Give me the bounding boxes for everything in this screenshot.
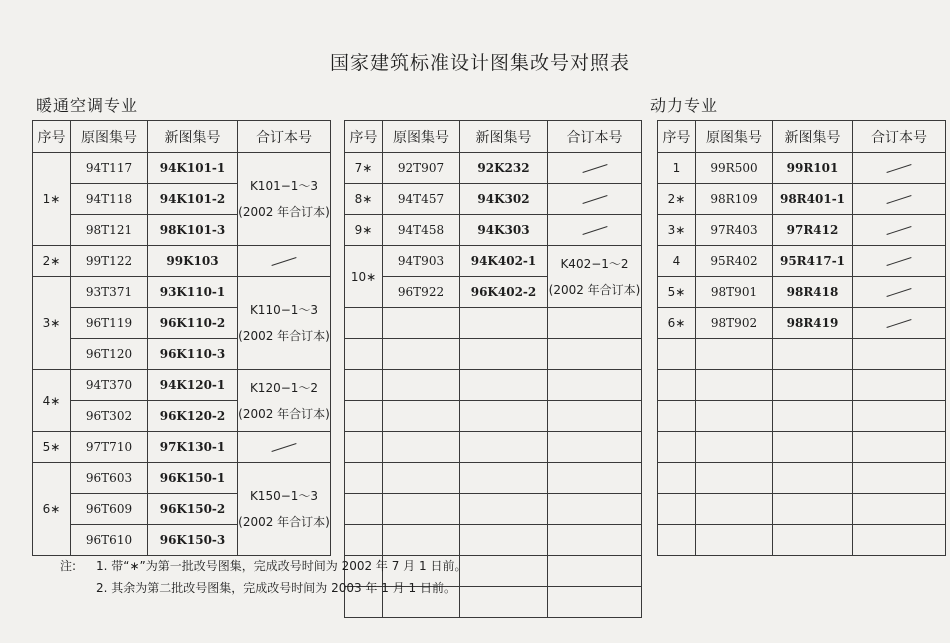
table-header-row [33, 121, 331, 153]
old-code-cell: 96T120 [71, 339, 148, 370]
volume-cell-empty [238, 432, 331, 463]
volume-cell-empty [238, 246, 331, 277]
seq-cell: 8∗ [345, 184, 383, 215]
seq-cell: 4∗ [33, 370, 71, 432]
seq-cell: 2∗ [658, 184, 696, 215]
volume-code: K110−1～3 [249, 303, 319, 317]
empty-cell [853, 370, 946, 401]
table-row-empty [345, 401, 642, 432]
header-new-code: 新图集号 [460, 121, 548, 153]
new-code-cell: 96K110-2 [148, 308, 238, 339]
footnote-row [60, 555, 466, 577]
table-row [33, 370, 331, 401]
old-code-cell: 96T119 [71, 308, 148, 339]
seq-cell: 7∗ [345, 153, 383, 184]
footnote-label-spacer [60, 577, 96, 599]
volume-cell-empty [853, 215, 946, 246]
new-code-cell: 96K120-2 [148, 401, 238, 432]
slash-mark [271, 257, 296, 266]
empty-cell [345, 370, 383, 401]
volume-cell [238, 277, 331, 370]
empty-cell [658, 401, 696, 432]
table-row-empty [658, 525, 946, 556]
seq-cell: 6∗ [33, 463, 71, 556]
empty-cell [696, 339, 773, 370]
new-code-cell: 92K232 [460, 153, 548, 184]
section-label-power: 动力专业 [650, 96, 719, 115]
empty-cell [345, 463, 383, 494]
volume-note: (2002 年合订本) [238, 329, 330, 343]
empty-cell [548, 401, 642, 432]
header-volume: 合订本号 [238, 121, 331, 153]
new-code-cell: 97R412 [773, 215, 853, 246]
empty-cell [773, 525, 853, 556]
volume-code: K120−1～2 [249, 380, 319, 395]
slash-mark [886, 195, 911, 204]
volume-note: (2002 年合订本) [238, 515, 330, 529]
new-code-cell: 94K120-1 [148, 370, 238, 401]
empty-cell [853, 432, 946, 463]
volume-code: K101−1～3 [249, 179, 319, 193]
new-code-cell: 95R417-1 [773, 246, 853, 277]
empty-cell [696, 432, 773, 463]
table-row [33, 246, 331, 277]
new-code-cell: 94K302 [460, 184, 548, 215]
empty-cell [658, 339, 696, 370]
table-row-empty [658, 494, 946, 525]
footnote-label: 注: [60, 559, 77, 573]
volume-note: (2002 年合订本) [238, 406, 330, 421]
empty-cell [773, 432, 853, 463]
header-volume: 合订本号 [548, 121, 642, 153]
header-new-code: 新图集号 [773, 121, 853, 153]
table-row [658, 153, 946, 184]
empty-cell [548, 556, 642, 587]
table-row-empty [658, 401, 946, 432]
empty-cell [548, 308, 642, 339]
old-code-cell: 97R403 [696, 215, 773, 246]
old-code-cell: 93T371 [71, 277, 148, 308]
table-row-empty [658, 339, 946, 370]
footnote-row [60, 577, 466, 599]
empty-cell [658, 370, 696, 401]
volume-cell-empty [853, 184, 946, 215]
old-code-cell: 96T922 [383, 277, 460, 308]
empty-cell [345, 339, 383, 370]
empty-cell [383, 494, 460, 525]
new-code-cell: 98K101-3 [148, 215, 238, 246]
empty-cell [696, 525, 773, 556]
old-code-cell: 96T603 [71, 463, 148, 494]
new-code-cell: 94K101-2 [148, 184, 238, 215]
table-row [658, 215, 946, 246]
header-seq: 序号 [33, 121, 71, 153]
new-code-cell: 94K303 [460, 215, 548, 246]
empty-cell [548, 494, 642, 525]
table-row-empty [345, 525, 642, 556]
hvac-table-2 [344, 120, 642, 618]
empty-cell [696, 494, 773, 525]
empty-cell [696, 463, 773, 494]
old-code-cell: 94T458 [383, 215, 460, 246]
slash-mark [582, 164, 607, 173]
old-code-cell: 94T117 [71, 153, 148, 184]
header-seq: 序号 [345, 121, 383, 153]
old-code-cell: 95R402 [696, 246, 773, 277]
empty-cell [460, 463, 548, 494]
empty-cell [460, 308, 548, 339]
old-code-cell: 94T370 [71, 370, 148, 401]
slash-mark [886, 226, 911, 235]
empty-cell [383, 525, 460, 556]
empty-cell [460, 525, 548, 556]
new-code-cell: 99K103 [148, 246, 238, 277]
seq-cell: 5∗ [658, 277, 696, 308]
empty-cell [345, 432, 383, 463]
volume-cell-empty [853, 308, 946, 339]
new-code-cell: 94K402-1 [460, 246, 548, 277]
footnotes [60, 555, 466, 599]
empty-cell [773, 463, 853, 494]
header-seq: 序号 [658, 121, 696, 153]
empty-cell [548, 370, 642, 401]
seq-cell: 3∗ [33, 277, 71, 370]
new-code-cell: 96K150-1 [148, 463, 238, 494]
old-code-cell: 94T457 [383, 184, 460, 215]
empty-cell [345, 494, 383, 525]
slash-mark [886, 319, 911, 328]
footnote-item: 2. 其余为第二批改号图集，完成改号时间为 2003 年 1 月 1 日前。 [96, 581, 456, 595]
empty-cell [383, 370, 460, 401]
volume-cell-empty [853, 246, 946, 277]
table-row-empty [345, 432, 642, 463]
empty-cell [345, 308, 383, 339]
empty-cell [460, 401, 548, 432]
empty-cell [696, 370, 773, 401]
volume-note: (2002 年合订本) [238, 205, 330, 219]
empty-cell [548, 432, 642, 463]
empty-cell [383, 339, 460, 370]
empty-cell [460, 339, 548, 370]
table-row-empty [658, 463, 946, 494]
new-code-cell: 99R101 [773, 153, 853, 184]
old-code-cell: 98T902 [696, 308, 773, 339]
volume-code: K150−1～3 [249, 489, 319, 503]
empty-cell [658, 463, 696, 494]
seq-cell: 1 [658, 153, 696, 184]
new-code-cell: 93K110-1 [148, 277, 238, 308]
old-code-cell: 96T610 [71, 525, 148, 556]
empty-cell [658, 494, 696, 525]
empty-cell [853, 401, 946, 432]
table-row-empty [658, 370, 946, 401]
empty-cell [658, 525, 696, 556]
power-table [657, 120, 946, 556]
seq-cell: 2∗ [33, 246, 71, 277]
new-code-cell: 98R419 [773, 308, 853, 339]
table-row [33, 432, 331, 463]
volume-cell [238, 153, 331, 246]
old-code-cell: 96T302 [71, 401, 148, 432]
new-code-cell: 96K402-2 [460, 277, 548, 308]
new-code-cell: 96K150-2 [148, 494, 238, 525]
volume-cell-empty [548, 215, 642, 246]
table-row-empty [345, 308, 642, 339]
table-row [33, 463, 331, 494]
volume-cell [548, 246, 642, 308]
seq-cell: 10∗ [345, 246, 383, 308]
table-row [33, 277, 331, 308]
table-header-row [658, 121, 946, 153]
seq-cell: 9∗ [345, 215, 383, 246]
new-code-cell: 96K150-3 [148, 525, 238, 556]
volume-cell-empty [853, 153, 946, 184]
table-row [33, 153, 331, 184]
old-code-cell: 92T907 [383, 153, 460, 184]
table-header-row [345, 121, 642, 153]
slash-mark [886, 257, 911, 266]
seq-cell: 3∗ [658, 215, 696, 246]
empty-cell [548, 339, 642, 370]
table-row [658, 308, 946, 339]
new-code-cell: 98R401-1 [773, 184, 853, 215]
old-code-cell: 94T118 [71, 184, 148, 215]
table-row-empty [345, 339, 642, 370]
empty-cell [853, 339, 946, 370]
seq-cell: 5∗ [33, 432, 71, 463]
empty-cell [460, 587, 548, 618]
new-code-cell: 96K110-3 [148, 339, 238, 370]
seq-cell: 6∗ [658, 308, 696, 339]
empty-cell [345, 525, 383, 556]
table-row [345, 153, 642, 184]
table-row [345, 184, 642, 215]
header-old-code: 原图集号 [383, 121, 460, 153]
old-code-cell: 98R109 [696, 184, 773, 215]
old-code-cell: 98T901 [696, 277, 773, 308]
volume-note: (2002 年合订本) [548, 282, 641, 297]
table-row-empty [345, 494, 642, 525]
empty-cell [460, 556, 548, 587]
slash-mark [582, 226, 607, 235]
table-row [345, 246, 642, 277]
table-row [658, 277, 946, 308]
table-row-empty [345, 463, 642, 494]
volume-code: K402−1～2 [560, 256, 629, 271]
section-label-hvac: 暖通空调专业 [36, 96, 139, 115]
new-code-cell: 94K101-1 [148, 153, 238, 184]
new-code-cell: 97K130-1 [148, 432, 238, 463]
table-row-empty [658, 432, 946, 463]
empty-cell [773, 370, 853, 401]
slash-mark [582, 195, 607, 204]
empty-cell [548, 525, 642, 556]
old-code-cell: 94T903 [383, 246, 460, 277]
old-code-cell: 97T710 [71, 432, 148, 463]
table-row [658, 246, 946, 277]
empty-cell [460, 370, 548, 401]
seq-cell: 1∗ [33, 153, 71, 246]
empty-cell [658, 432, 696, 463]
empty-cell [853, 463, 946, 494]
empty-cell [460, 494, 548, 525]
empty-cell [773, 401, 853, 432]
empty-cell [548, 587, 642, 618]
empty-cell [345, 401, 383, 432]
volume-cell-empty [548, 184, 642, 215]
old-code-cell: 99T122 [71, 246, 148, 277]
header-old-code: 原图集号 [696, 121, 773, 153]
empty-cell [773, 494, 853, 525]
empty-cell [773, 339, 853, 370]
table-row [658, 184, 946, 215]
empty-cell [383, 401, 460, 432]
empty-cell [548, 463, 642, 494]
header-old-code: 原图集号 [71, 121, 148, 153]
slash-mark [271, 443, 296, 452]
header-new-code: 新图集号 [148, 121, 238, 153]
volume-cell [238, 370, 331, 432]
empty-cell [460, 432, 548, 463]
seq-cell: 4 [658, 246, 696, 277]
new-code-cell: 98R418 [773, 277, 853, 308]
footnote-item: 1. 带“∗”为第一批改号图集，完成改号时间为 2002 年 7 月 1 日前。 [96, 559, 467, 573]
slash-mark [886, 164, 911, 173]
old-code-cell: 98T121 [71, 215, 148, 246]
empty-cell [383, 308, 460, 339]
hvac-table-1 [32, 120, 331, 556]
empty-cell [853, 494, 946, 525]
header-volume: 合订本号 [853, 121, 946, 153]
volume-cell-empty [548, 153, 642, 184]
page-title: 国家建筑标准设计图集改号对照表 [329, 52, 630, 74]
empty-cell [383, 463, 460, 494]
old-code-cell: 96T609 [71, 494, 148, 525]
empty-cell [383, 432, 460, 463]
old-code-cell: 99R500 [696, 153, 773, 184]
table-row [345, 215, 642, 246]
volume-cell [238, 463, 331, 556]
empty-cell [853, 525, 946, 556]
slash-mark [886, 288, 911, 297]
table-row-empty [345, 370, 642, 401]
empty-cell [696, 401, 773, 432]
volume-cell-empty [853, 277, 946, 308]
